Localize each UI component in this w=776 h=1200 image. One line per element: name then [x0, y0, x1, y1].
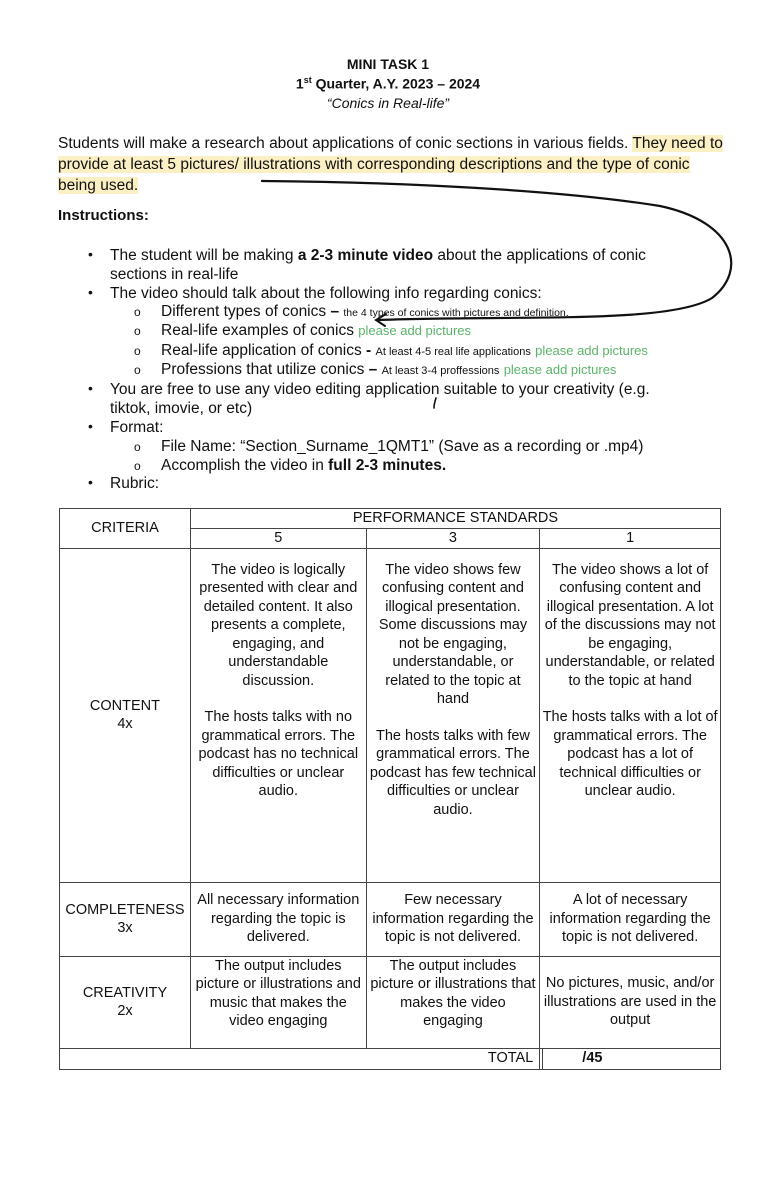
bullet-bold: a 2-3 minute video — [297, 247, 434, 264]
content-score-3 — [366, 548, 540, 882]
bullet-dot: • — [88, 474, 93, 490]
score-5-header: 5 — [190, 529, 366, 549]
sub-bullet-circle: o — [134, 324, 141, 338]
criterion-weight: 3x — [117, 920, 133, 936]
rubric-text: The hosts talks with few grammatical errors. The podcast has few technical difficulties or unclear audio. — [369, 727, 536, 818]
bullet-video-length — [110, 246, 730, 265]
handwritten-note: At least 3-4 proffessions — [381, 365, 500, 377]
sub-bullet-circle: o — [134, 344, 141, 358]
intro-highlighted: They need to provide at least 5 pictures/ illustrations with corresponding descriptions and the type of conic being used. — [58, 135, 723, 194]
sub-bullet-bold: full 2-3 minutes. — [328, 457, 447, 474]
bullet-editing-app: You are free to use any video editing application suitable to your creativity (e.g. — [110, 381, 650, 398]
green-note: please add pictures — [503, 362, 617, 377]
content-criterion — [60, 548, 191, 882]
sub-bullet-filename: File Name: “Section_Surname_1QMT1” (Save as a recording or .mp4) — [161, 438, 644, 455]
intro-plain: Students will make a research about applications of conic sections in various fields. — [58, 135, 633, 152]
quarter-text: Quarter, A.Y. 2023 – 2024 — [311, 75, 481, 92]
quarter-number: 1 — [295, 75, 304, 92]
bullet-rubric: Rubric: — [110, 475, 160, 492]
sub-bullet-circle: o — [134, 440, 141, 454]
sub-bullet-text: Accomplish the video in — [161, 457, 329, 474]
creativity-criterion — [60, 956, 191, 1048]
completeness-score-3: Few necessary information regarding the topic is not delivered. — [366, 882, 540, 956]
sub-bullet-professions: Professions that utilize conics – At least 3-4 proffessions please add pictures — [161, 361, 617, 378]
score-1-header: 1 — [540, 529, 721, 549]
criterion-weight: 4x — [117, 716, 133, 732]
bullet-video-length-cont: sections in real-life — [110, 266, 239, 283]
rubric-text: The video is logically presented with clear and detailed content. It also presents a complete, engaging, and understandable discussion. — [199, 561, 358, 689]
quarter-line — [0, 75, 776, 92]
creativity-score-1: No pictures, music, and/or illustrations are used in the output — [540, 956, 721, 1048]
sub-bullet-duration — [161, 456, 446, 475]
task-subtitle: “Conics in Real-life” — [326, 95, 450, 111]
bullet-format: Format: — [110, 419, 164, 436]
completeness-score-1: A lot of necessary information regarding the topic is not delivered. — [540, 882, 721, 956]
sub-bullet-text: Different types of conics — [161, 303, 327, 320]
instructions-heading: Instructions: — [58, 207, 149, 224]
criteria-header: CRITERIA — [60, 509, 191, 549]
sub-bullet-circle: o — [134, 459, 141, 473]
creativity-score-3: The output includes picture or illustrations that makes the video engaging — [366, 956, 540, 1048]
bullet-editing-app-cont: tiktok, imovie, or etc) — [110, 400, 253, 417]
sub-bullet-circle: o — [134, 363, 141, 377]
green-note: please add pictures — [358, 323, 472, 338]
green-note: please add pictures — [535, 343, 648, 358]
content-score-5 — [190, 548, 366, 882]
bullet-dot: • — [88, 418, 93, 434]
content-score-1 — [540, 548, 721, 882]
criterion-label: CREATIVITY — [82, 984, 168, 1001]
bullet-dot: • — [88, 284, 93, 300]
bullet-video-topics: The video should talk about the following info regarding conics: — [110, 285, 542, 302]
rubric-text: The video shows a lot of confusing content and illogical presentation. A lot of the discussions may not be engaging, understandable, or related to the topic at hand — [544, 561, 716, 689]
score-3-header: 3 — [366, 529, 540, 549]
performance-standards-header: PERFORMANCE STANDARDS — [190, 509, 720, 529]
total-value-cell — [540, 1048, 721, 1069]
rubric-text: The hosts talks with a lot of grammatical errors. The podcast has a lot of technical difficulties or unclear audio. — [542, 709, 718, 799]
criterion-label: CONTENT — [89, 697, 161, 714]
completeness-score-5: All necessary information regarding the topic is delivered. — [190, 882, 366, 956]
bullet-text: The student will be making — [110, 247, 298, 264]
creativity-score-5: The output includes picture or illustrations and music that makes the video engaging — [190, 956, 366, 1048]
rubric-table — [59, 508, 721, 1070]
bullet-dot: • — [88, 246, 93, 262]
rubric-text: The video shows few confusing content and illogical presentation. Some discussions may not be engaging, understandable, or related to the topic at hand — [378, 561, 528, 707]
criterion-label: COMPLETENESS — [65, 901, 185, 918]
completeness-criterion — [60, 882, 191, 956]
rubric-text: The hosts talks with no grammatical errors. The podcast has no technical difficulties or unclear audio. — [198, 709, 359, 799]
criterion-weight: 2x — [117, 1003, 133, 1019]
sub-bullet-text: Professions that utilize conics — [161, 361, 365, 378]
bullet-dot: • — [88, 380, 93, 396]
intro-paragraph — [58, 133, 728, 196]
handwritten-note: At least 4-5 real life applications — [375, 346, 531, 358]
sub-bullet-text: Real-life examples of conics — [161, 322, 354, 339]
bullet-text: about the applications of conic — [433, 247, 646, 264]
sub-bullet-applications: Real-life application of conics - At least 4-5 real life applications please add pictures — [161, 342, 648, 359]
quarter-superscript: st — [303, 75, 312, 85]
handwritten-note: the 4 types of conics with pictures and definition. — [343, 307, 569, 319]
total-label: TOTAL — [60, 1048, 540, 1069]
sub-bullet-examples — [161, 321, 471, 340]
sub-bullet-types: Different types of conics – the 4 types of conics with pictures and definition. — [161, 303, 569, 320]
sub-bullet-text: Real-life application of conics — [161, 342, 362, 359]
task-title: MINI TASK 1 — [346, 56, 430, 72]
total-value: /45 — [582, 1050, 603, 1067]
sub-bullet-circle: o — [134, 305, 141, 319]
